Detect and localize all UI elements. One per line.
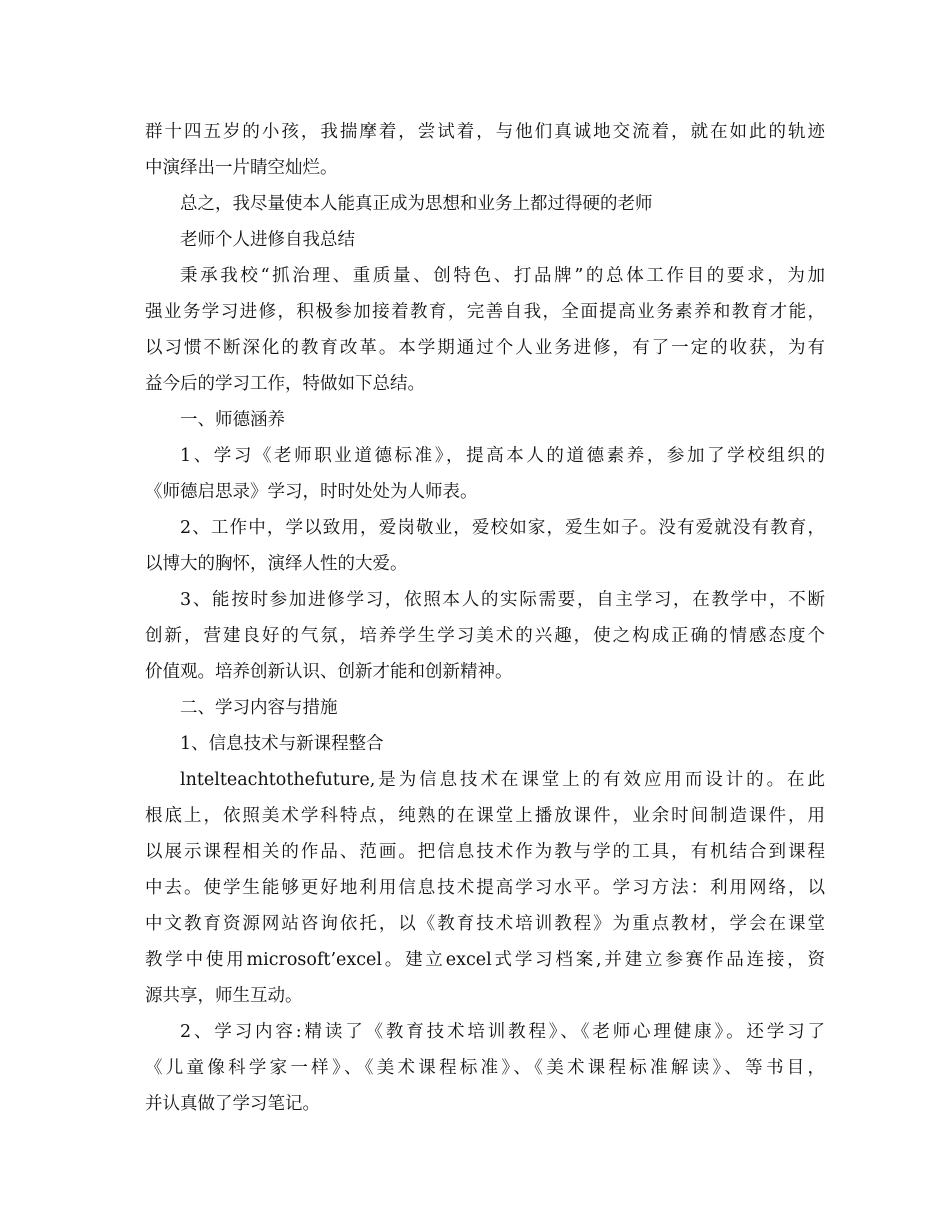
text-line: 以习惯不断深化的教育改革。本学期通过个人业务进修，有了一定的收获，为有 bbox=[145, 338, 825, 358]
text-line: 一、师德涵养 bbox=[180, 410, 285, 430]
text-line: 中演绎出一片睛空灿烂。 bbox=[145, 158, 338, 178]
document-body bbox=[145, 114, 825, 1122]
text-line: 强业务学习进修，积极参加接着教育，完善自我，全面提高业务素养和教育才能， bbox=[145, 302, 825, 322]
text-line: 中文教育资源网站咨询依托，以《教育技术培训教程》为重点教材，学会在课堂 bbox=[145, 914, 825, 934]
text-line: 2、学习内容:精读了《教育技术培训教程》、《老师心理健康》。还学习了 bbox=[180, 1022, 825, 1042]
text-line: 教学中使用microsoft’excel。建立excel式学习档案,并建立参赛作品连接，资 bbox=[145, 950, 825, 970]
text-line: 并认真做了学习笔记。 bbox=[145, 1094, 320, 1114]
text-line: 根底上，依照美术学科特点，纯熟的在课堂上播放课件，业余时间制造课件，用 bbox=[145, 806, 825, 826]
text-line: 1、信息技术与新课程整合 bbox=[180, 734, 384, 754]
text-line: 《儿童像科学家一样》、《美术课程标准》、《美术课程标准解读》、等书目， bbox=[145, 1058, 825, 1078]
text-line: 二、学习内容与措施 bbox=[180, 698, 338, 718]
text-line: 总之，我尽量使本人能真正成为思想和业务上都过得硬的老师 bbox=[180, 194, 653, 214]
text-line: 创新，营建良好的气氛，培养学生学习美术的兴趣，使之构成正确的情感态度个 bbox=[145, 626, 825, 646]
text-line: lntelteachtothefuture,是为信息技术在课堂上的有效应用而设计的。在此 bbox=[180, 770, 825, 790]
text-line: 1、学习《老师职业道德标准》，提高本人的道德素养，参加了学校组织的 bbox=[180, 446, 825, 466]
text-line: 2、工作中，学以致用，爱岗敬业，爱校如家，爱生如子。没有爱就没有教育， bbox=[180, 518, 825, 538]
text-line: 群十四五岁的小孩，我揣摩着，尝试着，与他们真诚地交流着，就在如此的轨迹 bbox=[145, 122, 825, 142]
text-line: 以博大的胸怀，演绎人性的大爱。 bbox=[145, 554, 408, 574]
text-line: 老师个人进修自我总结 bbox=[180, 230, 355, 250]
text-line: 《师德启思录》学习，时时处处为人师表。 bbox=[145, 482, 478, 502]
text-line: 秉承我校“抓治理、重质量、创特色、打品牌”的总体工作目的要求，为加 bbox=[180, 266, 825, 286]
text-line: 中去。使学生能够更好地利用信息技术提高学习水平。学习方法：利用网络，以 bbox=[145, 878, 825, 898]
text-line: 益今后的学习工作，特做如下总结。 bbox=[145, 374, 425, 394]
text-line: 以展示课程相关的作品、范画。把信息技术作为教与学的工具，有机结合到课程 bbox=[145, 842, 825, 862]
text-line: 价值观。培养创新认识、创新才能和创新精神。 bbox=[145, 662, 513, 682]
text-line: 3、能按时参加进修学习，依照本人的实际需要，自主学习，在教学中，不断 bbox=[180, 590, 825, 610]
text-line: 源共享，师生互动。 bbox=[145, 986, 303, 1006]
